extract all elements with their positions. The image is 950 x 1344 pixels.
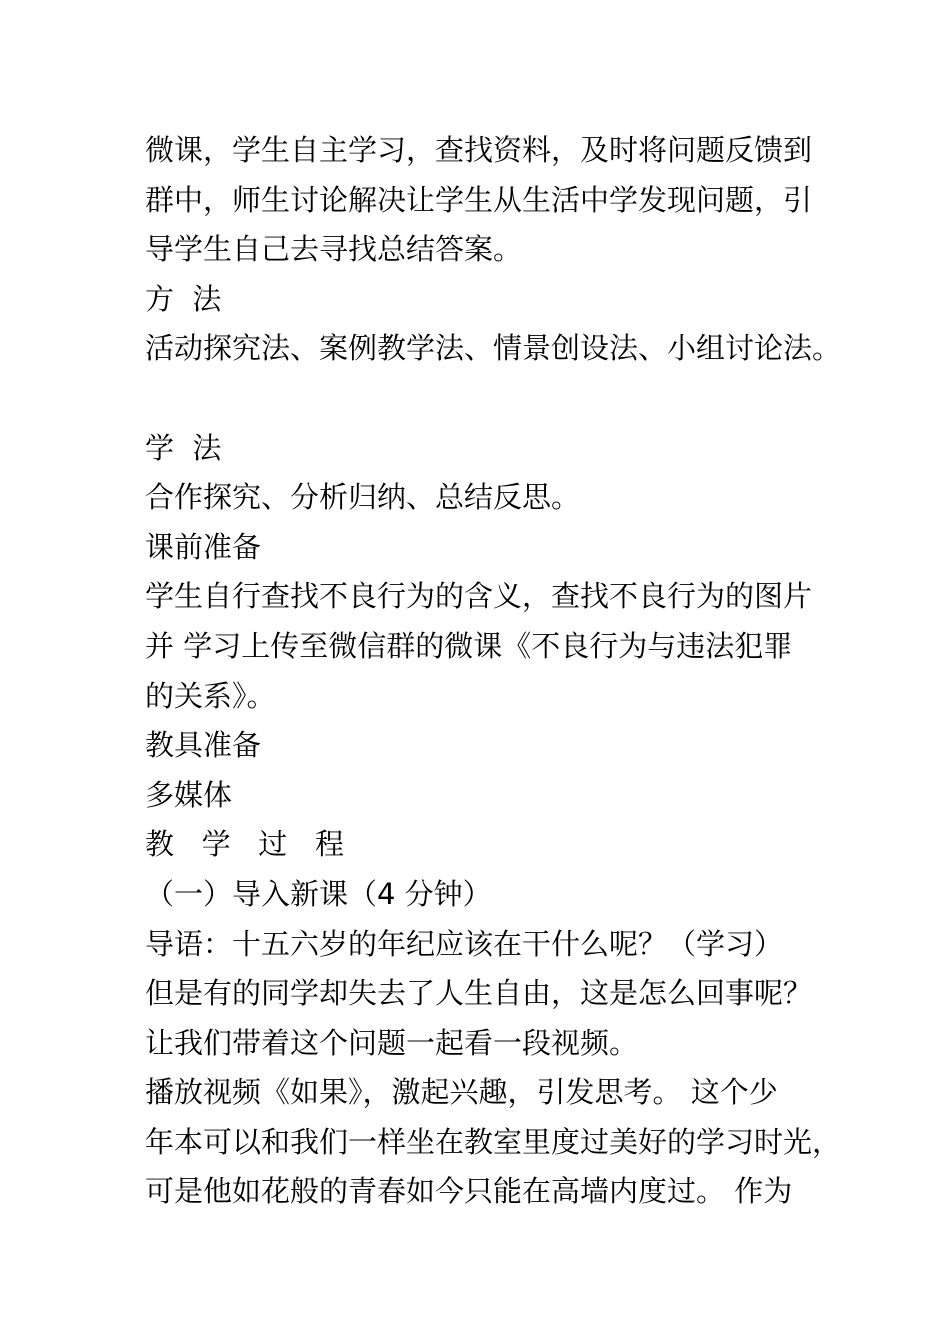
paragraph-line: 微课，学生自主学习，查找资料，及时将问题反馈到	[145, 133, 813, 167]
section-heading-teaching-aids: 教具准备	[145, 728, 262, 763]
paragraph-line: 多媒体	[145, 777, 233, 812]
section-heading-method: 方 法	[145, 281, 222, 316]
paragraph-line: 可是他如花般的青春如今只能在高墙内度过。 作为	[145, 1174, 793, 1209]
paragraph-line: 让我们带着这个问题一起看一段视频。	[145, 1025, 639, 1060]
paragraph-line: 导语：十五六岁的年纪应该在干什么呢？（学习）	[145, 926, 784, 961]
section-heading-teaching-process: 教 学 过 程	[145, 827, 344, 862]
blank-line	[145, 374, 845, 424]
paragraph-line: 并 学习上传至微信群的微课《不良行为与违法犯罪	[145, 628, 793, 663]
paragraph-line: 学生自行查找不良行为的含义，查找不良行为的图片	[145, 579, 813, 614]
paragraph-line: 播放视频《如果》，激起兴趣，引发思考。 这个少	[145, 1075, 778, 1110]
section-heading-study-method: 学 法	[145, 430, 222, 465]
paragraph-line: 导学生自己去寻找总结答案。	[145, 232, 523, 267]
document-body	[145, 126, 845, 1217]
paragraph-line: 群中，师生讨论解决让学生从生活中学发现问题，引	[145, 182, 813, 217]
paragraph-line: 合作探究、分析归纳、总结反思。	[145, 480, 581, 515]
paragraph-line: 但是有的同学却失去了人生自由，这是怎么回事呢？	[145, 976, 813, 1011]
paragraph-line: 的关系》。	[145, 678, 276, 713]
subsection-heading: （一）导入新课（4 分钟）	[145, 876, 492, 911]
paragraph-line: 年本可以和我们一样坐在教室里度过美好的学习时光，	[145, 1124, 842, 1159]
paragraph-line: 活动探究法、案例教学法、情景创设法、小组讨论法。	[145, 331, 842, 366]
section-heading-preparation: 课前准备	[145, 529, 262, 564]
